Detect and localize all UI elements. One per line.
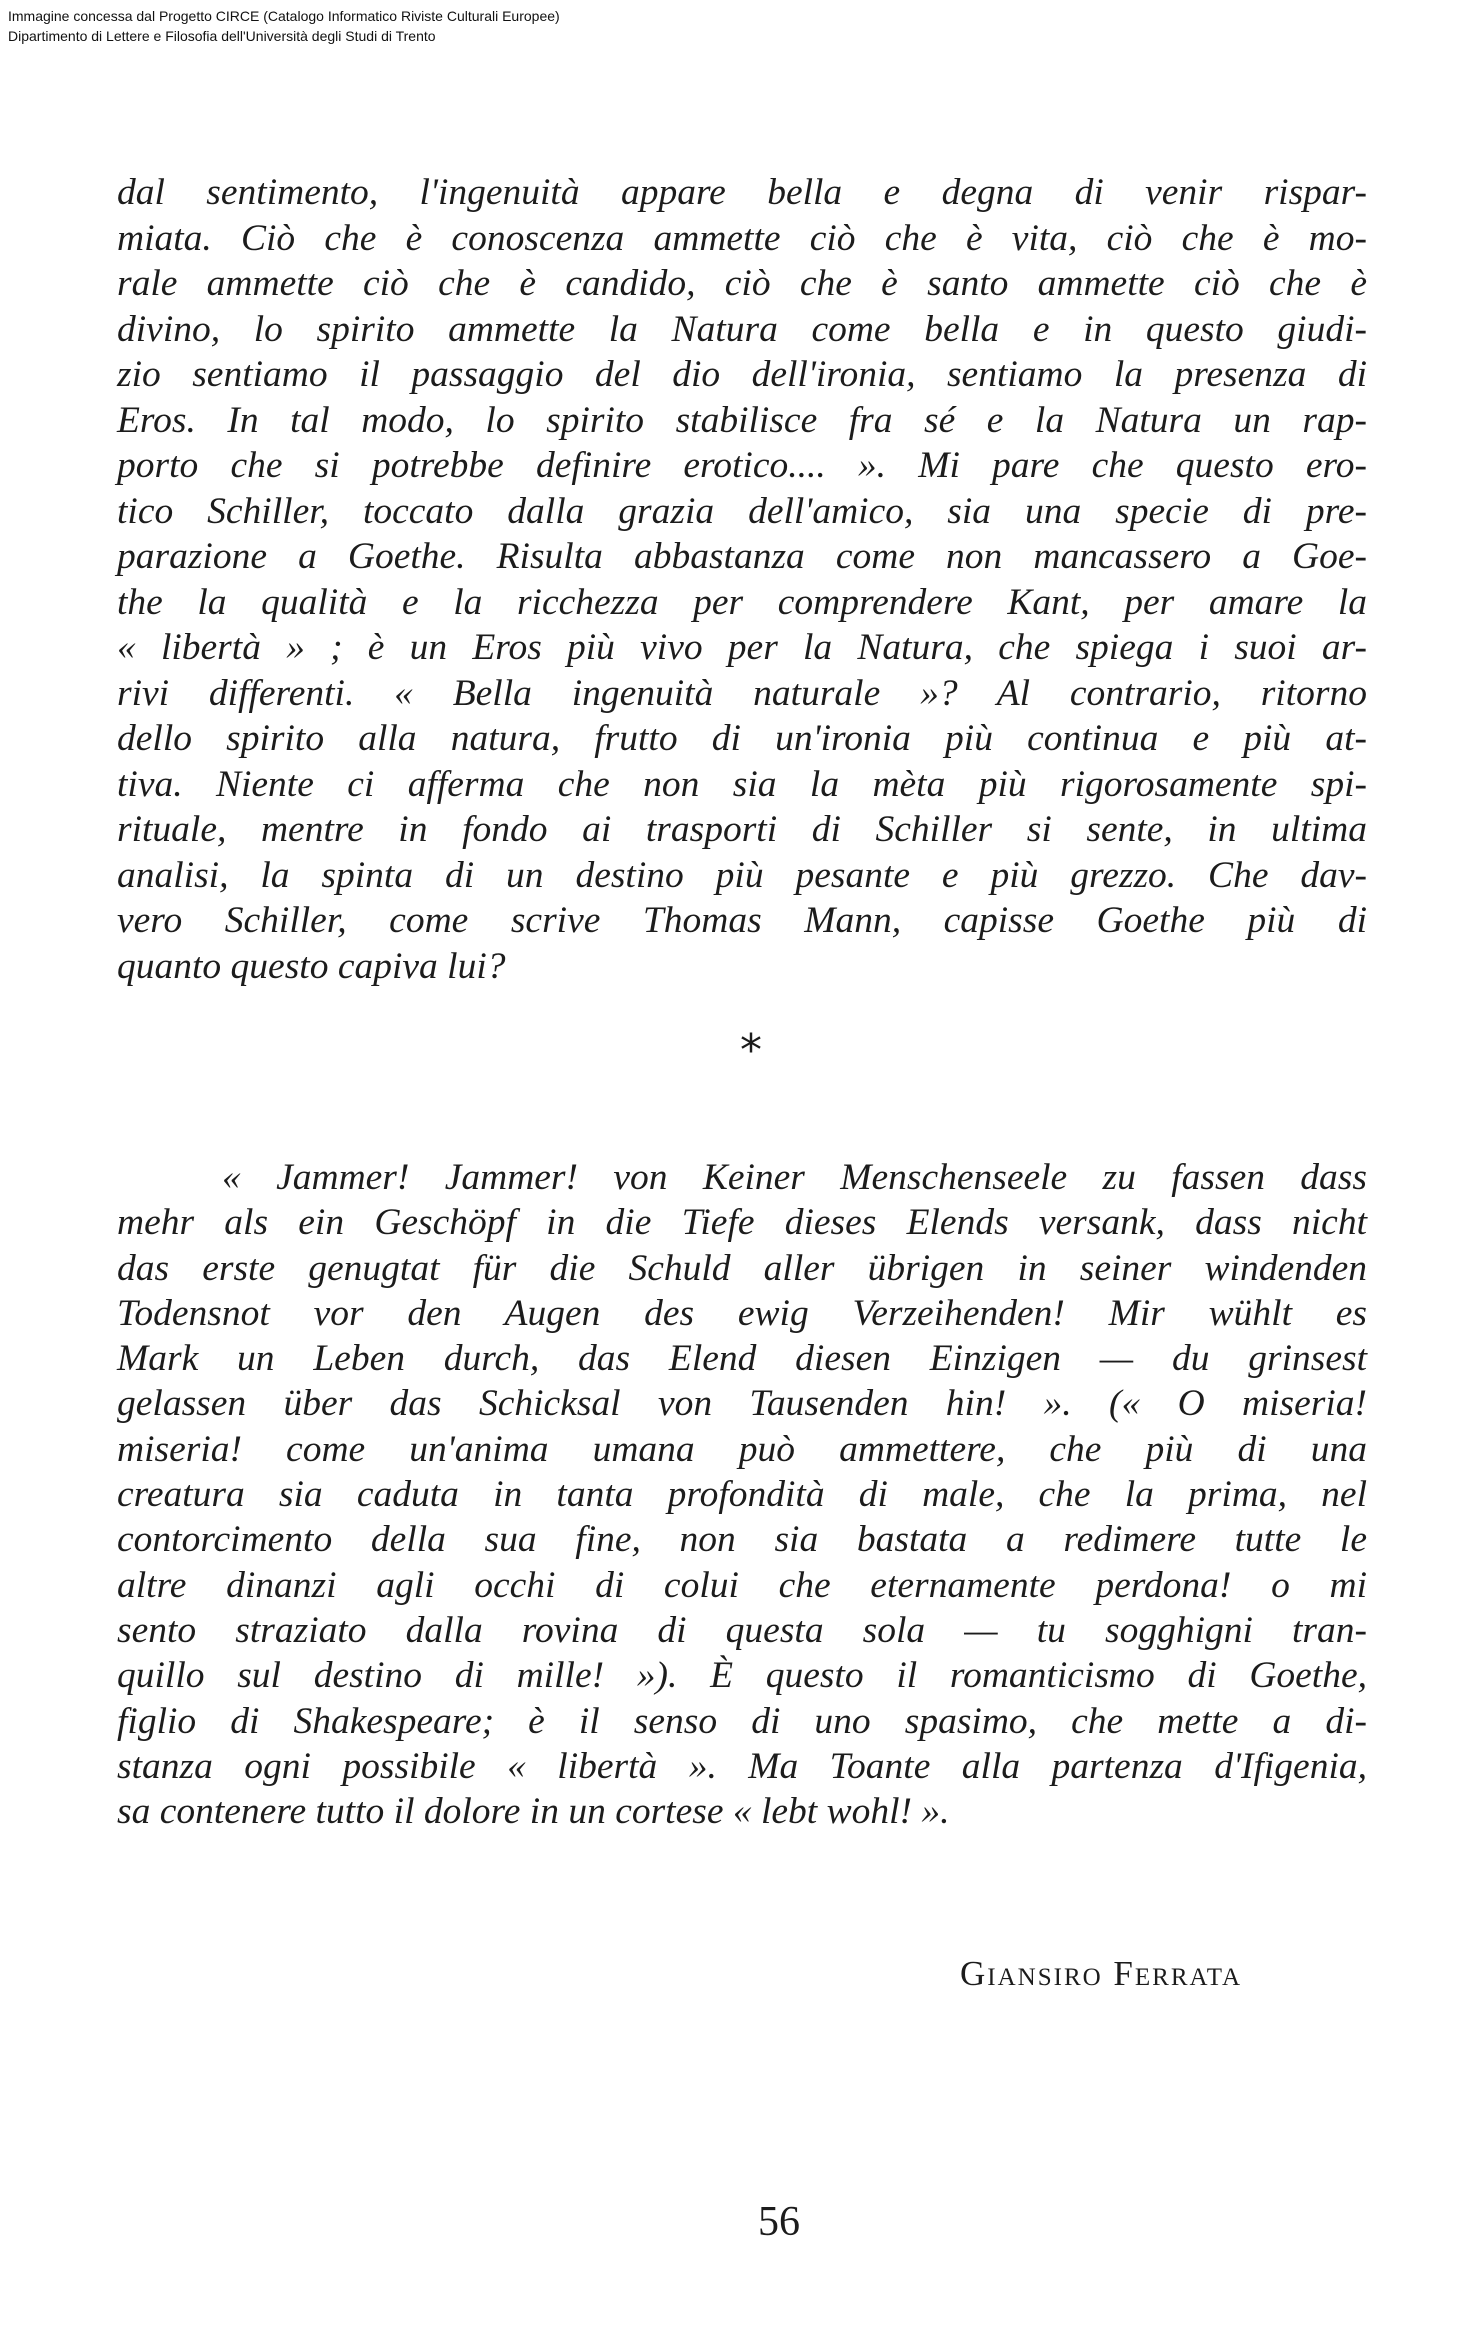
text-line: contorcimento della sua fine, non sia bastata a redimere tutte le	[117, 1519, 1367, 1561]
text-line: dal sentimento, l'ingenuità appare bella e degna di venir rispar-	[117, 172, 1367, 213]
text-line: « Jammer! Jammer! von Keiner Menschenseele zu fassen dass	[222, 1157, 1367, 1198]
text-line: parazione a Goethe. Risulta abbastanza come non mancassero a Goe-	[117, 536, 1367, 577]
text-line: sento straziato dalla rovina di questa sola — tu sogghigni tran-	[117, 1609, 1367, 1651]
text-line: miseria! come un'anima umana può ammettere, che più di una	[117, 1428, 1367, 1470]
text-line: creatura sia caduta in tanta profondità di male, che la prima, nel	[117, 1474, 1367, 1516]
text-line: divino, lo spirito ammette la Natura come bella e in questo giudi-	[117, 308, 1367, 350]
author-signature: Giansiro Ferrata	[960, 1954, 1243, 1993]
text-line: Eros. In tal modo, lo spirito stabilisce fra sé e la Natura un rap-	[117, 399, 1367, 441]
text-line: quanto questo capiva lui?	[117, 945, 506, 987]
text-line: miata. Ciò che è conoscenza ammette ciò che è vita, ciò che è mo-	[117, 217, 1367, 259]
section-separator	[117, 989, 1367, 1155]
text-line: vero Schiller, come scrive Thomas Mann, capisse Goethe più di	[117, 900, 1367, 941]
text-line: rituale, mentre in fondo ai trasporti di Schiller si sente, in ultima	[117, 809, 1367, 850]
text-line: quillo sul destino di mille! »). È questo il romanticismo di Goethe,	[117, 1655, 1367, 1697]
page-number: 56	[758, 2199, 800, 2245]
asterisk-separator: *	[740, 1025, 762, 1076]
text-line: tico Schiller, toccato dalla grazia dell'amico, sia una specie di pre-	[117, 490, 1367, 532]
text-line: analisi, la spinta di un destino più pesante e più grezzo. Che dav-	[117, 854, 1367, 896]
text-line: rale ammette ciò che è candido, ciò che è santo ammette ciò che è	[117, 263, 1367, 304]
text-line: rivi differenti. « Bella ingenuità naturale »? Al contrario, ritorno	[117, 672, 1367, 714]
text-line: das erste genugtat für die Schuld aller übrigen in seiner windenden	[117, 1247, 1367, 1289]
text-line: figlio di Shakespeare; è il senso di uno spasimo, che mette a di-	[117, 1700, 1367, 1742]
text-line: the la qualità e la ricchezza per comprendere Kant, per amare la	[117, 581, 1367, 623]
text-line: Todensnot vor den Augen des ewig Verzeihenden! Mir wühlt es	[117, 1292, 1367, 1334]
text-line: altre dinanzi agli occhi di colui che eternamente perdona! o mi	[117, 1564, 1367, 1606]
text-line: « libertà » ; è un Eros più vivo per la Natura, che spiega i suoi ar-	[117, 627, 1367, 668]
paragraph-2	[117, 1155, 1367, 1834]
text-line: Mark un Leben durch, das Elend diesen Einzigen — du grinsest	[117, 1338, 1367, 1380]
paragraph-1	[117, 170, 1367, 989]
text-line: sa contenere tutto il dolore in un cortese « lebt wohl! ».	[117, 1791, 950, 1833]
text-line: zio sentiamo il passaggio del dio dell'ironia, sentiamo la presenza di	[117, 354, 1367, 395]
text-line: porto che si potrebbe definire erotico.... ». Mi pare che questo ero-	[117, 445, 1367, 486]
article-body	[117, 170, 1367, 1834]
source-header-line-2: Dipartimento di Lettere e Filosofia dell'Università degli Studi di Trento	[8, 28, 436, 44]
text-line: tiva. Niente ci afferma che non sia la mèta più rigorosamente spi-	[117, 763, 1367, 805]
text-line: mehr als ein Geschöpf in die Tiefe dieses Elends versank, dass nicht	[117, 1202, 1367, 1244]
source-header	[8, 6, 560, 46]
source-header-line-1: Immagine concessa dal Progetto CIRCE (Catalogo Informatico Riviste Culturali Europee)	[8, 8, 560, 24]
text-line: gelassen über das Schicksal von Tausenden hin! ». (« O miseria!	[117, 1383, 1367, 1425]
text-line: stanza ogni possibile « libertà ». Ma Toante alla partenza d'Ifigenia,	[117, 1745, 1367, 1787]
text-line: dello spirito alla natura, frutto di un'ironia più continua e più at-	[117, 718, 1367, 759]
